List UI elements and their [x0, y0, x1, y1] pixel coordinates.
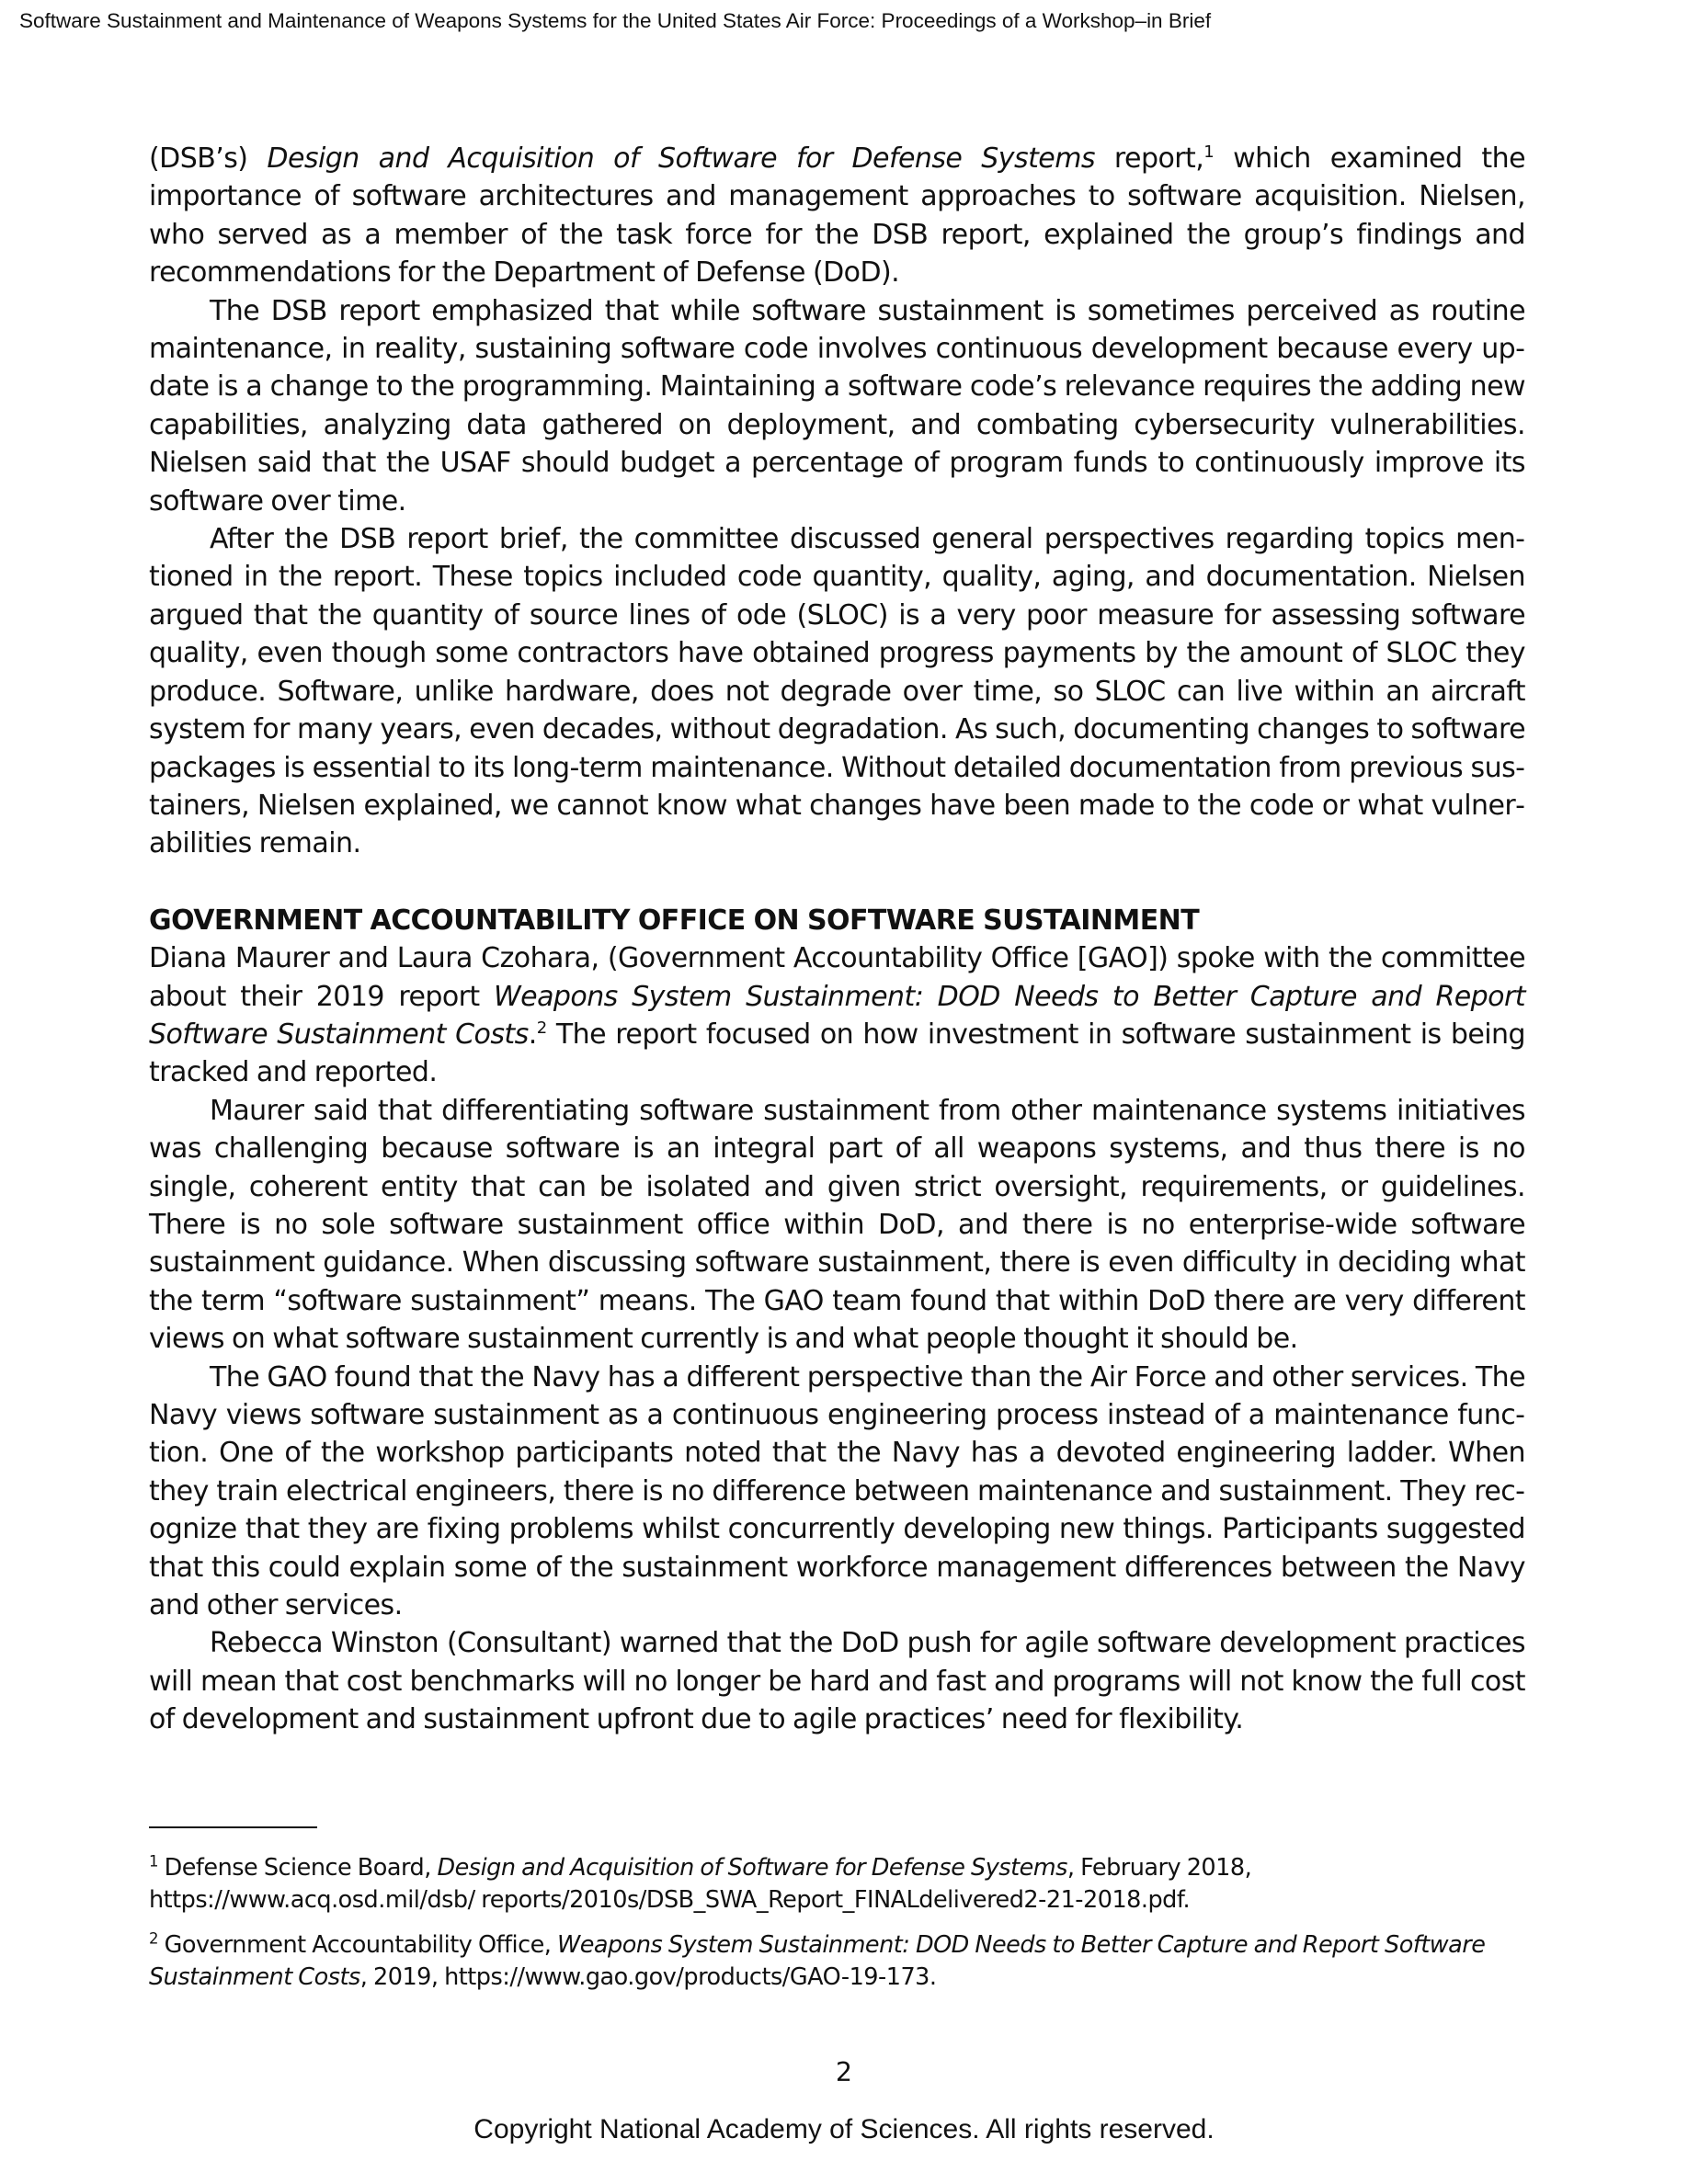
report-title: Weapons System Sustainment: DOD Needs to Better Capture and Report Software Sustainment Costs: [149, 980, 1525, 1051]
footnote-number: 1: [149, 1852, 158, 1871]
text-segment: which examined the importance of software architectures and management approaches to software acquisition. Nielsen, who served as a member of the task force for the DSB report, explained the group’s findings and recommendations for the Department of Defense (DoD).: [149, 142, 1525, 290]
footnotes: [149, 1852, 1539, 2007]
text-segment: Defense Science Board,: [158, 1854, 438, 1882]
text-segment: Diana Maurer and Laura Czohara, (Government Accountability Office [GAO]) spoke with the committee about their 2019 report: [149, 942, 1525, 1013]
footnote: [149, 1852, 1539, 1916]
article-body: [149, 140, 1525, 1739]
report-title: Weapons System Sustainment: DOD Needs to Better Capture and Report Software Sustainment Costs: [149, 1931, 1486, 1991]
text-segment: (DSB’s): [149, 142, 268, 175]
text-segment: .: [528, 1018, 537, 1051]
paragraph-maurer: Maurer said that differentiating software sustainment from other maintenance systems initiatives was challenging because software is an integral part of all weapons systems, and thus there is no single, coherent entity that can be isolated and given strict oversight, requirements, or guidelines. There is no sole software sustainment office within DoD, and there is no enterprise-wide software sustainment guidance. When discussing software sustainment, there is even difficulty in deciding what the term “software sustainment” means. The GAO team found that within DoD there are very different views on what software sustainment currently is and what people thought it should be.: [149, 1094, 1525, 1356]
report-title: Design and Acquisition of Software for Defense Systems: [437, 1854, 1067, 1882]
page-number: 2: [835, 2057, 853, 2087]
footnote-ref[interactable]: 1: [1203, 142, 1215, 162]
text-segment: , 2019, https://www.gao.gov/products/GAO-19-173.: [359, 1962, 937, 1991]
footnote-number: 2: [149, 1929, 158, 1948]
paragraph-winston: Rebecca Winston (Consultant) warned that the DoD push for agile software development practices will mean that cost benchmarks will no longer be hard and fast and programs will not know the full cost of development and sustainment upfront due to agile practices’ need for flexibility.: [149, 1627, 1525, 1736]
paragraph-dsb-emphasis: The DSB report emphasized that while software sustainment is sometimes perceived as routine maintenance, in reality, sustaining software code involves continuous development because every update is a change to the programming. Maintaining a software code’s relevance requires the adding new capabilities, analyzing data gathered on deployment, and combating cybersecurity vulnerabilities. Nielsen said that the USAF should budget a percentage of program funds to continuously improve its software over time.: [149, 294, 1525, 518]
text-segment: Government Accountability Office,: [158, 1931, 557, 1959]
text-segment: report,: [1094, 142, 1204, 175]
paragraph-navy: The GAO found that the Navy has a different perspective than the Air Force and other services. The Navy views software sustainment as a continuous engineering process instead of a maintenance function. One of the workshop participants noted that the Navy has a devoted engineering ladder. When they train electrical engineers, there is no difference between maintenance and sustainment. They recognize that they are fixing problems whilst concurrently developing new things. Participants suggested that this could explain some of the sustainment workforce management differences between the Navy and other services.: [149, 1360, 1525, 1622]
paragraph-dsb-discussion: After the DSB report brief, the committee discussed general perspectives regarding topics mentioned in the report. These topics included code quantity, quality, aging, and documentation. Nielsen argued that the quantity of source lines of ode (SLOC) is a very poor measure for assessing software quality, even though some contractors have obtained progress payments by the amount of SLOC they produce. Software, unlike hardware, does not degrade over time, so SLOC can live within an aircraft system for many years, even decades, without degradation. As such, documenting changes to software packages is essential to its long-term maintenance. Without detailed documentation from previous sustainers, Nielsen explained, we cannot know what changes have been made to the code or what vulnerabilities remain.: [149, 523, 1525, 860]
footnote-ref[interactable]: 2: [536, 1018, 547, 1038]
text-segment: The report focused on how investment in software sustainment is being tracked and reported.: [149, 1018, 1526, 1089]
footnote: [149, 1929, 1539, 1993]
footnote-divider: [149, 1826, 317, 1828]
running-header: Software Sustainment and Maintenance of Weapons Systems for the United States Air Force: Proceedings of a Workshop–in Brief: [19, 9, 1212, 32]
text-segment: , February 2018, https://www.acq.osd.mil/dsb/ reports/2010s/DSB_SWA_Report_FINALdelivered2-21-2018.pdf.: [149, 1854, 1252, 1914]
report-title: Design and Acquisition of Software for Defense Systems: [267, 142, 1095, 175]
paragraph-dsb-intro: [149, 140, 1525, 292]
copyright-notice: Copyright National Academy of Sciences. All rights reserved.: [473, 2114, 1215, 2144]
paragraph-gao-intro: [149, 939, 1525, 1092]
section-heading: GOVERNMENT ACCOUNTABILITY OFFICE ON SOFTWARE SUSTAINMENT: [149, 904, 1200, 937]
